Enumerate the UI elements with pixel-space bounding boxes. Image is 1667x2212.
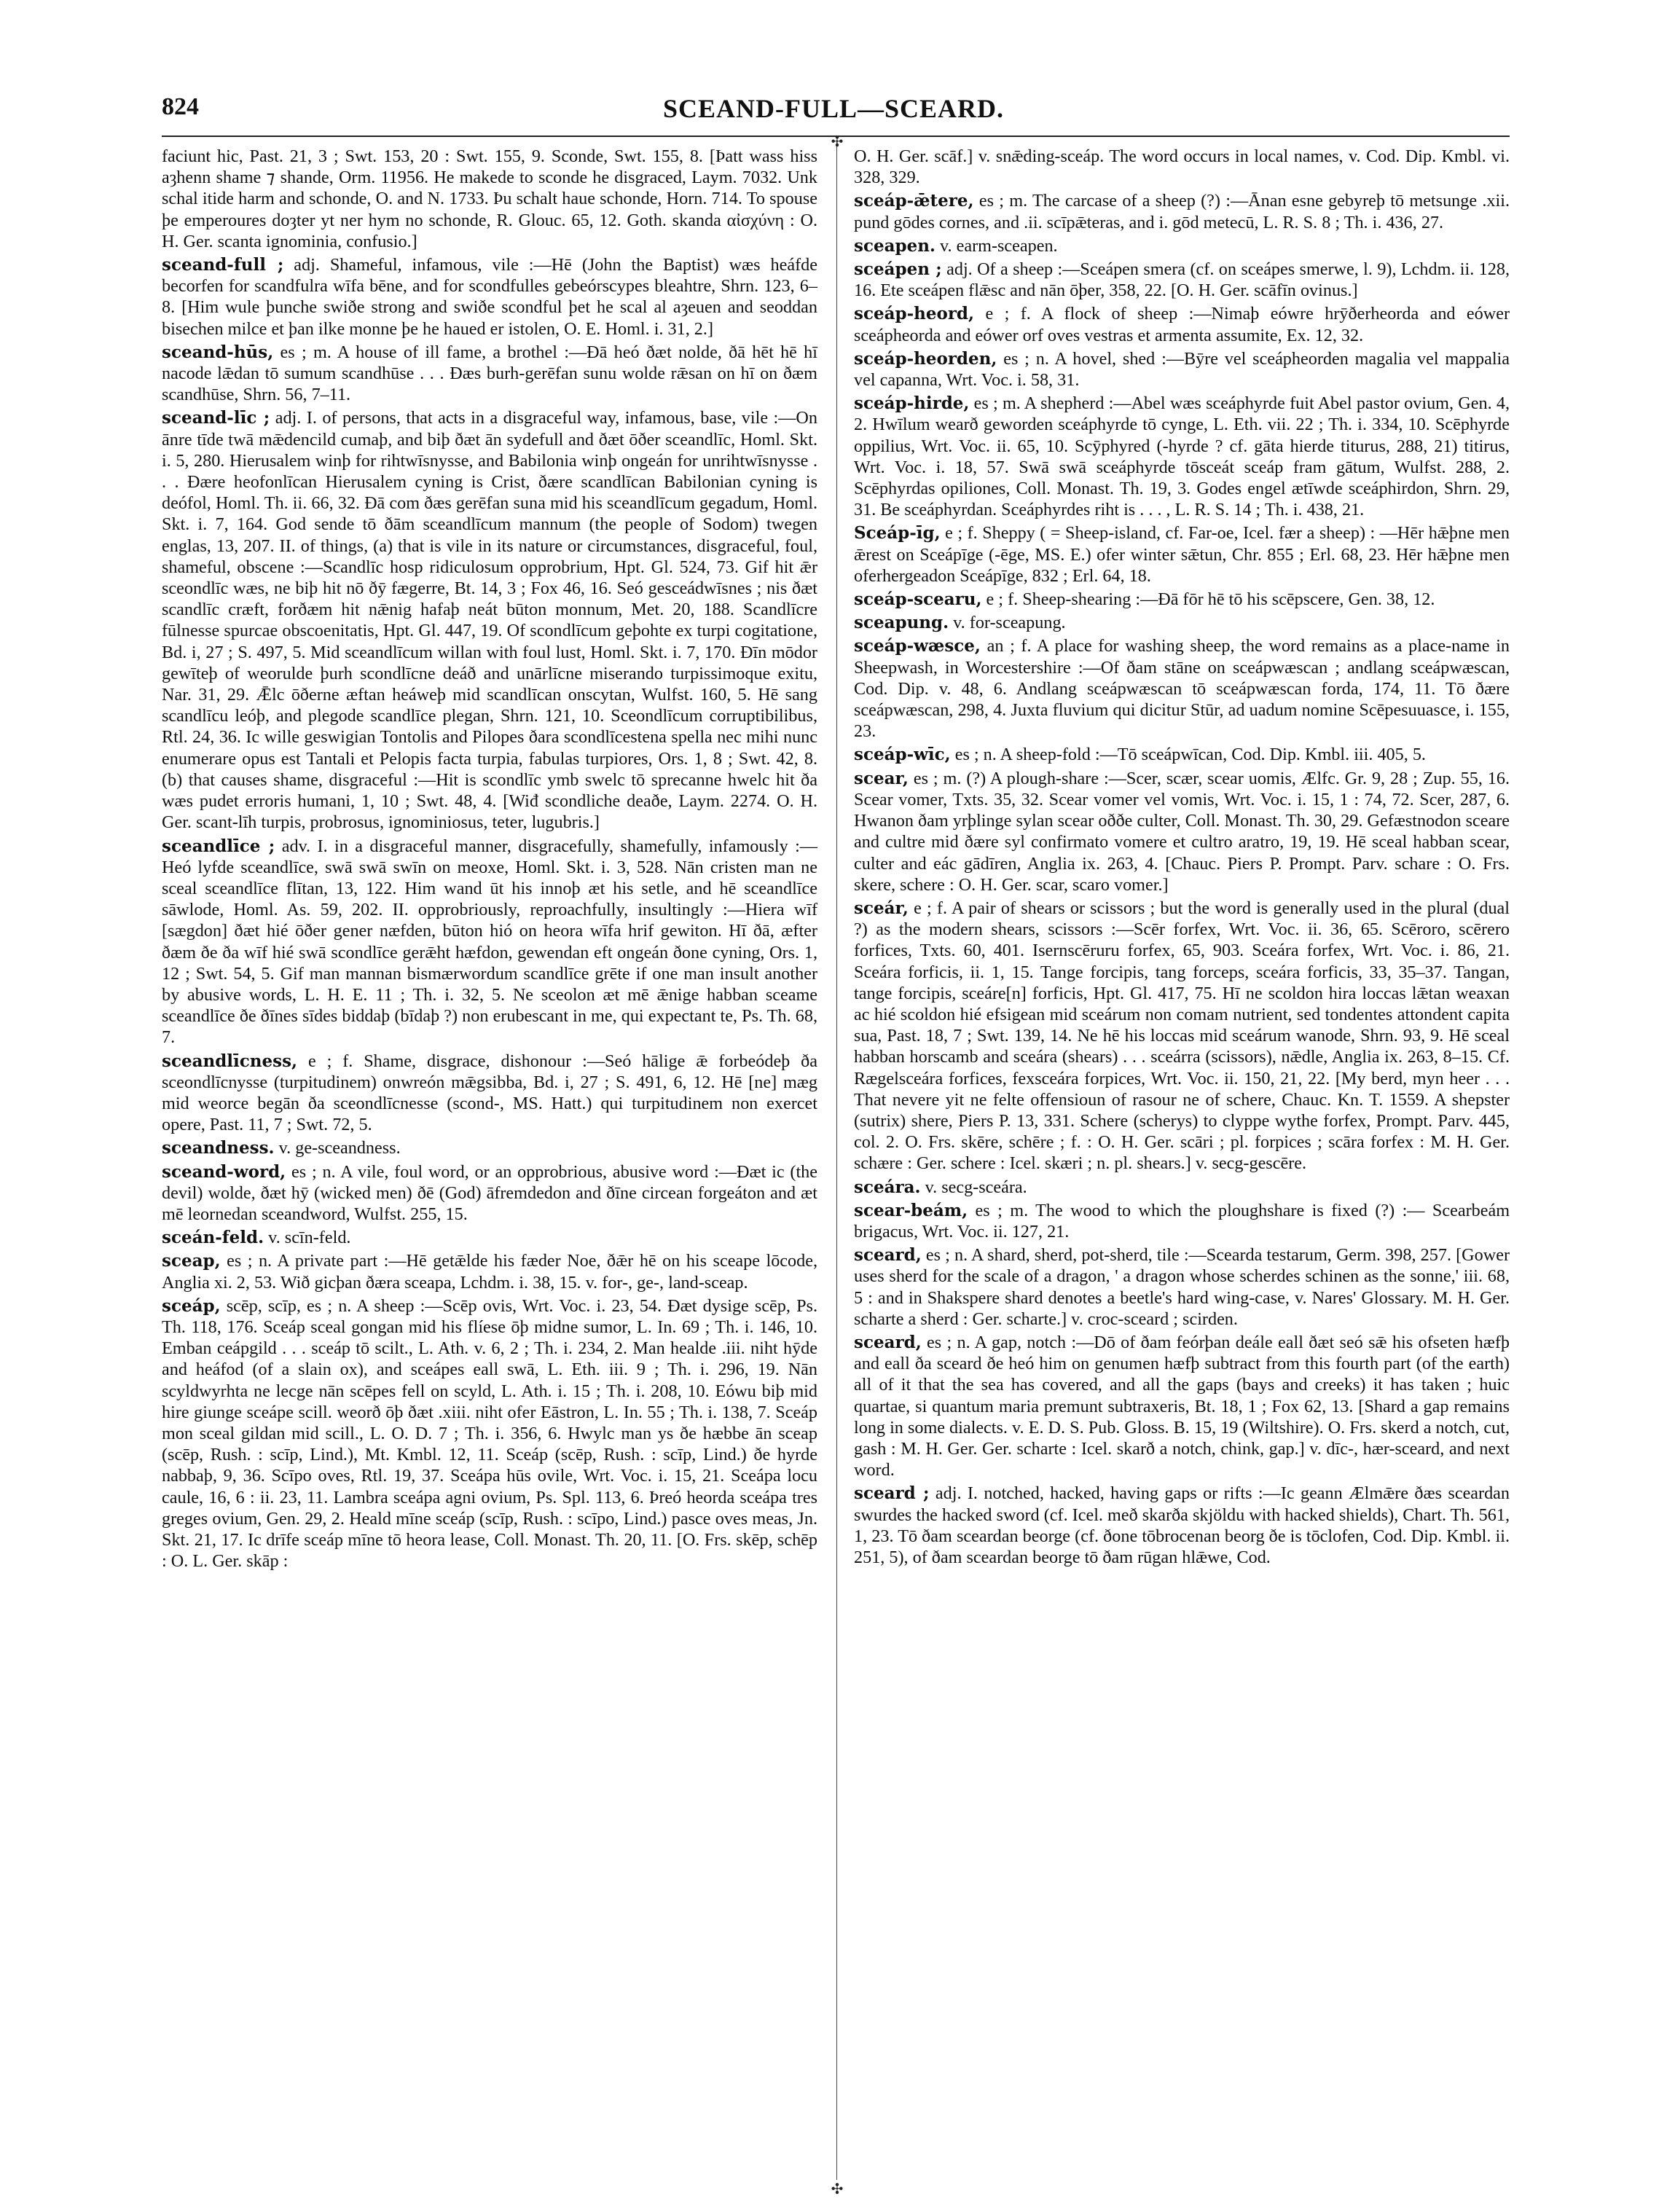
- ornament-top-icon: ✣: [831, 134, 844, 150]
- headword: scear-beám,: [854, 1200, 968, 1220]
- dictionary-entry: [854, 190, 1510, 232]
- entry-text: O. H. Ger. scāf.] v. snǣding-sceáp. The word occurs in local names, v. Cod. Dip. Kmbl. vi. 328, 329.: [854, 146, 1510, 188]
- headword: sceáp-wæsce,: [854, 636, 981, 656]
- headword: sceáp-heorden,: [854, 348, 997, 369]
- dictionary-entry: [162, 1137, 817, 1158]
- entry-text: e ; f. Sheep-shearing :—Ðā fōr hē tō his scēpscere, Gen. 38, 12.: [986, 589, 1435, 610]
- ornament-bottom-icon: ✣: [831, 2181, 844, 2197]
- entry-text: e ; f. A pair of shears or scissors ; but the word is generally used in the plural (dual ?) as the modern shears, scissors :—Scēr forfex, Wrt. Voc. ii. 36, 65. Scēroro, scērero forfices, Txts. 60, 401. Isernscēruru forfex, 65, 903. Sceára forfex, Wrt. Voc. i. 86, 21. Sceára forficis, ii. 1, 15. Tange forcipis, tang forceps, sceára forficis, 33, 35–37. Tangan, tange forcipis, sceáre[n] forficis, Hpt. Gl. 417, 75. Hī ne scoldon hira loccas lǣtan weaxan ac hié scoldon hié efsigean mid sceárum non comam nutrient, sed tondentes attondent capita sua, Past. 18, 7 ; Swt. 139, 14. Ne hē his loccas mid sceárum wanode, Shrn. 93, 9. Hē sceal habban horscamb and sceára (shears) . . . sceárra (scissors), nǣdle, Anglia ix. 263, 8–15. Cf. Rægelsceára forfices, fexsceára forpices, Wrt. Voc. ii. 150, 21, 22. [My berd, myn heer . . . That nevere yit ne felte offensioun of rasour ne of schere, Chauc. Kn. T. 1559. A shepster (sutrix) shere, Piers P. 13, 331. Schere (scherys) to clyppe wythe forfex, Prompt. Parv. 445, col. 2. O. Frs. skēre, schēre ; f. : O. H. Ger. scāri ; pl. forpices ; scāra forfex : M. H. Ger. schære : Ger. schere : Icel. skæri ; n. pl. shears.] v. secg-gescēre.: [854, 898, 1510, 1174]
- headword: sceand-full ;: [162, 255, 284, 275]
- headword: sceáp-scearu,: [854, 589, 982, 610]
- entry-text: v. secg-sceára.: [925, 1177, 1027, 1197]
- right-column: [854, 146, 1510, 1570]
- entry-text: e ; f. Shame, disgrace, dishonour :—Seó hālige ǣ forbeódeþ ða sceondlīcnysse (turpitudinem) onwreón mǣgsibba, Bd. i, 27 ; S. 491, 6, 12. Hē [ne] mæg mid weorce begān ða sceondlīcnesse (scond-, MS. Hatt.) qui turpitudinem non exercet opere, Past. 11, 7 ; Swt. 72, 5.: [162, 1051, 817, 1135]
- entry-text: adj. I. of persons, that acts in a disgraceful way, infamous, base, vile :—On ānre tīde twā mǣdencild cumaþ, and biþ ðæt ān sydefull and ðæt ōðer sceandlīc, Homl. Skt. i. 5, 280. Hierusalem winþ for rihtwīsnysse, and Babilonia winþ ongeán for unrihtwīsnysse . . . Ðære heofonlīcan Hierusalem cyning is Crist, ðære scandlīcan Babilonian cyning is deófol, Homl. Th. ii. 66, 32. Ðā com ðæs gerēfan suna mid his sceandlīcum gegadum, Homl. Skt. i. 7, 164. God sende tō ðām sceandlīcum mannum (the people of Sodom) twegen englas, 13, 207. II. of things, (a) that is vile in its nature or circumstances, disgraceful, foul, shameful, obscene :—Scandlīc hosp ridiculosum opprobrium, Hpt. Gl. 524, 73. Gif hit ǣr sceondlīc wæs, ne biþ hit nō ðȳ fægerre, Bt. 14, 3 ; Fox 46, 16. Seó gesceádwīsnes ; nis ðæt scandlīc cræft, forðæm hit nǣnig hafaþ neát būton monnum, Met. 20, 188. Scandlīcre fūlnesse spurcae obscoenitatis, Hpt. Gl. 447, 19. Of scondlīcum geþohte ex turpi cogitatione, Bd. i, 27 ; S. 497, 5. Mid sceandlīcum willan with foul lust, Homl. Skt. i. 7, 170. Ðīn mōdor gewīteþ of weoruldе þurh scondlīcne deáð and unārlīcne miserando turpissimoque exitu, Nar. 31, 29. Ǣlc ōðerne æftan heáweþ mid scandlīcan onscytan, Wulfst. 160, 5. Hē sang scandlīcu leóþ, and plegode scandlīce plegan, Shrn. 121, 10. Sceondlīcum corruptibilibus, Rtl. 24, 36. Ic wille geswigian Tontolis and Pilopes ðara scondlīcestena spella nec mihi nunc enumerare opus est Tantali et Pelopis facta turpia, fabulas turpiores, Ors. 1, 8 ; Swt. 42, 8. (b) that causes shame, disgraceful :—Hit is scondlīc ymb swelc tō sprecanne hwelc hit ða wæs pudet erroris humani, 1, 10 ; Swt. 48, 4. [Wiđ scondliche deaðe, Laym. 2274. O. H. Ger. scant-līh turpis, probrosus, ignominiosus, teter, lugubris.]: [162, 408, 817, 833]
- entry-text: e ; f. Sheppy ( = Sheep-island, cf. Far-oe, Icel. fær a sheep) : —Hēr hǣþne men ǣrest on Sceápīge (-ēge, MS. E.) ofer winter sǣtun, Chr. 855 ; Erl. 68, 23. Hēr hǣþne men oferhergeadon Sceápīge, 832 ; Erl. 64, 18.: [854, 523, 1510, 586]
- headword: sceáp-ǣtere,: [854, 191, 974, 211]
- dictionary-entry: [162, 1250, 817, 1293]
- entry-text: v. scīn-feld.: [268, 1228, 351, 1248]
- headword: sceard ;: [854, 1483, 930, 1504]
- entry-text: adj. Of a sheep :—Sceápen smera (cf. on sceápes smerwe, l. 9), Lchdm. ii. 128, 16. Ete sceápen flǣsc and nān ōþer, 358, 22. [O. H. Ger. scāfīn ovinus.]: [854, 259, 1510, 301]
- dictionary-entry: [854, 1200, 1510, 1242]
- headword: sceapen.: [854, 235, 936, 256]
- dictionary-entry: [854, 1483, 1510, 1568]
- dictionary-entry: [162, 1161, 817, 1225]
- dictionary-entry: [162, 342, 817, 406]
- dictionary-entry: [854, 235, 1510, 256]
- dictionary-entry: [854, 768, 1510, 895]
- entry-text: v. ge-sceandness.: [278, 1138, 401, 1158]
- entry-text: adj. I. notched, hacked, having gaps or rifts :—Ic geann Ælmǣre ðæs sceardan swurdes the hacked sword (cf. Icel. með skarða skjöldu with hacked shields), Chart. Th. 561, 1, 23. Tō ðam sceardan beorge (cf. ðone tōbrocenan beorg ðe is tōclofen, Cod. Dip. Kmbl. ii. 251, 5), of ðam sceardan beorge tō ðam rūgan hlǣwe, Cod.: [854, 1483, 1510, 1567]
- column-divider: [836, 140, 837, 2180]
- headword: sceandlīcness,: [162, 1051, 298, 1071]
- dictionary-entry: [854, 589, 1510, 610]
- dictionary-entry: [854, 898, 1510, 1174]
- entry-text: es ; m. A shepherd :—Abel wæs sceáphyrde fuit Abel pastor ovium, Gen. 4, 2. Hwīlum wearð geworden sceáphyrde tō cynge, L. Eth. vii. 22 ; Th. i. 334, 10. Scēphyrde oppilius, Wrt. Voc. ii. 65, 10. Scȳphyred (-hyrde ? cf. gāta hierde titurus, 288, 21) titirus, Wrt. Voc. i. 18, 57. Swā swā sceáphyrde tōsceát sceáp fram gātum, Wulfst. 288, 2. Scēphyrdas opiliones, Coll. Monast. Th. 19, 3. Godes engel ætīwde sceáphirdon, Shrn. 29, 31. Be sceáphyrdan. Sceáphyrdes riht is . . . , L. R. S. 14 ; Th. i. 438, 21.: [854, 393, 1510, 520]
- dictionary-entry: [854, 1177, 1510, 1198]
- headword: sceáp-wīc,: [854, 745, 951, 765]
- entry-text: v. for-sceapung.: [953, 613, 1066, 633]
- entry-text: scēp, scīp, es ; n. A sheep :—Scēp ovis, Wrt. Voc. i. 23, 54. Ðæt dysige scēp, Ps. Th. 118, 176. Sceáp sceal gongan mid his flíese ōþ midne sumor, L. In. 69 ; Th. i. 146, 10. Emban ceápgild . . . sceáp tō scilt., L. Ath. v. 6, 2 ; Th. i. 234, 2. Man healde .iii. niht hȳde and heáfod (of a slain ox), and sceápes eall swā, L. Eth. iii. 9 ; Th. i. 296, 19. Nān scyldwyrhta ne lecge nān scēpes fell on scyld, L. Ath. i. 15 ; Th. i. 208, 10. Eówu biþ mid hire giunge sceápe scill. weorð ōþ ðæt .xiii. niht ofer Eāstron, L. In. 55 ; Th. i. 138, 7. Sceáp mon sceal gildan mid scill., L. O. D. 7 ; Th. i. 356, 6. Hwylc man ys ðe hæbbe ān sceap (scēp, Rush. : scīp, Lind.), Mt. Kmbl. 12, 11. Sceáp (scēp, Rush. : scīp, Lind.) ðe hyrde nabbaþ, 9, 36. Scīpo oves, Rtl. 19, 37. Sceápa hūs ovile, Wrt. Voc. i. 15, 21. Sceápa locu caule, 16, 6 : ii. 23, 11. Lambra sceápa agni ovium, Ps. Spl. 113, 6. Þreó heorda sceápa tres greges ovium, Gen. 29, 2. Heald mīne sceáp (scīp, Rush. : scīpo, Lind.) pasce oves meas, Jn. Skt. 21, 17. Ic drīfe sceáp mīne tō heora lease, Coll. Monast. Th. 20, 11. [O. Frs. skēp, schēp : O. L. Ger. skāp :: [162, 1295, 817, 1572]
- headword: sceáp-heord,: [854, 304, 975, 324]
- dictionary-entry: [162, 254, 817, 340]
- dictionary-entry: [854, 1244, 1510, 1330]
- headword: sceán-feld.: [162, 1228, 264, 1248]
- headword: sceand-līc ;: [162, 408, 270, 428]
- continued-entry: [162, 146, 817, 252]
- dictionary-entry: [854, 259, 1510, 301]
- headword: sceáp,: [162, 1295, 221, 1316]
- page-number: 824: [162, 93, 199, 120]
- headword: Sceáp-īg,: [854, 523, 941, 544]
- entry-text: es ; n. A sheep-fold :—Tō sceápwīcan, Cod. Dip. Kmbl. iii. 405, 5.: [954, 745, 1426, 765]
- dictionary-entry: [162, 407, 817, 833]
- headword: sceand-word,: [162, 1161, 286, 1182]
- headword: sceard,: [854, 1245, 922, 1266]
- headword: sceap,: [162, 1251, 221, 1271]
- headword: sceára.: [854, 1177, 921, 1197]
- page-header: [0, 93, 1667, 137]
- headword: sceand-hūs,: [162, 342, 274, 362]
- headword: sceár,: [854, 898, 909, 918]
- entry-text: es ; m. A house of ill fame, a brothel :—Ðā heó ðæt nolde, ðā hēt hē hī nacode lǣdan tō sumum scandhūse . . . Ðæs burh-gerēfan sunu wolde rǣsan on hī on ðæm scandhūse, Shrn. 56, 7–11.: [162, 342, 817, 405]
- dictionary-entry: [162, 1051, 817, 1136]
- dictionary-entry: [854, 522, 1510, 587]
- headword: sceapung.: [854, 613, 949, 633]
- entry-text: es ; m. (?) A plough-share :—Scer, scær, scear uomis, Ælfc. Gr. 9, 28 ; Zup. 55, 16. Scear vomer, Txts. 35, 32. Scear vomer vel vomis, Wrt. Voc. i. 15, 1 : 74, 72. Scer, 287, 6. Hwanon ðam yrþlinge sylan scear oððe culter, Coll. Monast. Th. 30, 29. Gefæstnodon sceare and cultre mid ðære syl confirmato vomere et cultro aratro, 19, 19. Hē sceal habban scear, culter and eác gādīren, Anglia ix. 263, 4. [Chauc. Piers P. Prompt. Parv. schare : O. Frs. skere, schere : O. H. Ger. scar, scaro vomer.]: [854, 768, 1510, 895]
- entry-text: v. earm-sceapen.: [939, 235, 1058, 256]
- dictionary-entry: [854, 1332, 1510, 1480]
- headword: scear,: [854, 768, 909, 788]
- entry-text: es ; n. A hovel, shed :—Bȳre vel sceápheorden magalia vel mappalia vel capanna, Wrt. Voc. i. 58, 31.: [854, 348, 1510, 391]
- headword: sceandness.: [162, 1138, 275, 1158]
- dictionary-entry: [854, 635, 1510, 742]
- entry-text: es ; n. A shard, sherd, pot-sherd, tile :—Scearda testarum, Germ. 398, 257. [Gower uses sherd for the scale of a dragon, ' a dragon whose scherdes schinen as the sonne,' iii. 68, 5 : and in Shakspere shard denotes a beetle's hard wing-case, v. Nares' Glossary. M. H. Ger. scharte a sherd : Ger. scharte.] v. croc-sceard ; scirden.: [854, 1245, 1510, 1329]
- entry-text: adv. I. in a disgraceful manner, disgracefully, shamefully, infamously :—Heó lyfde sceandlīce, swā swā swīn on meoxe, Homl. Skt. i. 3, 528. Nān cristen man ne sceal sceandlīce flītan, 13, 122. Him wand ūt his innoþ æt his setle, and hē sceandlīce sāwlode, Homl. As. 59, 202. II. opprobriously, reproachfully, insultingly :—Hiera wīf [sægdon] ðæt hié ōðer gener næfden, būton hió on heora wīfa hrif gewiton. Hī ðā, æfter ðæm ðe ða wīf hié swā scondlīce gerǣht hæfdon, gewendan eft ongeán ðone cyning, Ors. 1, 12 ; Swt. 54, 5. Gif man mannan bismærwordum scandlīce grēte if one man insult another by abusive words, L. H. E. 11 ; Th. i. 32, 5. Ne sceolon æt mē ǣnige habban sceame sceandlīce ðe ðīnes sīdes biddaþ (bīdaþ ?) non erubescant in me, qui expectant te, Ps. Th. 68, 7.: [162, 836, 817, 1048]
- dictionary-entry: [854, 612, 1510, 633]
- dictionary-entry: [162, 836, 817, 1048]
- continued-entry: [854, 146, 1510, 188]
- headword: sceápen ;: [854, 259, 942, 280]
- dictionary-entry: [854, 303, 1510, 345]
- entry-text: es ; n. A private part :—Hē getǣlde his fæder Noe, ðǣr hē on his sceape lōcode, Anglia xi. 2, 53. Wið gicþan ðæra sceapa, Lchdm. i. 38, 15. v. for-, ge-, land-sceap.: [162, 1251, 818, 1293]
- left-column: [162, 146, 817, 1574]
- dictionary-entry: [162, 1295, 817, 1572]
- dictionary-entry: [854, 348, 1510, 391]
- headword: sceard,: [854, 1332, 922, 1352]
- headword: sceandlīce ;: [162, 836, 275, 856]
- entry-text: faciunt hic, Past. 21, 3 ; Swt. 153, 20 : Swt. 155, 9. Sconde, Swt. 155, 8. [Þatt wass hiss aȝhenn shame ⁊ shande, Orm. 11956. He makede to sconde he disgraced, Laym. 7032. Unk schal itide harm and schonde, O. and N. 1733. Þu schalt haue schonde, Horn. 714. To spouse þe emperoures doȝter yt ner hym no schonde, R. Glouc. 65, 12. Goth. skanda αἰσχύνη : O. H. Ger. scanta ignominia, confusio.]: [162, 146, 817, 251]
- headword: sceáp-hirde,: [854, 393, 970, 414]
- entry-text: es ; m. The carcase of a sheep (?) :—Ānan esne gebyreþ tō metsunge .xii. pund gōdes cornes, and .ii. scīpǣteras, and i. gōd metecū, L. R. S. 8 ; Th. i. 436, 27.: [854, 191, 1510, 232]
- entry-text: es ; m. The wood to which the ploughshare is fixed (?) :— Scearbeám brigacus, Wrt. Voc. ii. 127, 21.: [854, 1200, 1510, 1242]
- dictionary-entry: [854, 744, 1510, 765]
- dictionary-entry: [854, 393, 1510, 520]
- entry-text: e ; f. A flock of sheep :—Nimaþ eówre hrȳðerheorda and eówer sceápheorda and eówer orf oves vestras et armenta assumite, Ex. 12, 32.: [854, 304, 1510, 345]
- dictionary-entry: [162, 1227, 817, 1248]
- entry-text: es ; n. A vile, foul word, or an opprobrious, abusive word :—Ðæt ic (the devil) wolde, ðæt hȳ (wicked men) ðē (God) āfremdedon and ðīne circean forgeáton and æt mē leornedan sceandword, Wulfst. 255, 15.: [162, 1161, 817, 1224]
- entry-text: an ; f. A place for washing sheep, the word remains as a place-name in Sheepwash, in Worcestershire :—Of ðam stāne on sceápwæscan ; andlang sceápwæscan, Cod. Dip. v. 48, 6. Andlang sceápwæscan tō sceápwæscan forda, 174, 11. Tō ðære sceápwæscan, 298, 4. Juxta fluvium qui dicitur Stūr, ad uadum nomine Scēpesuuasce, i. 155, 23.: [854, 636, 1510, 742]
- entry-text: es ; n. A gap, notch :—Dō of ðam feórþan deále eall ðæt seó sǣ his ofseten hæfþ and eall ða sceard ðe heó him on genumen hæfþ subtract from this fourth part (of the earth) all of it that the sea has covered, and all the gaps (bays and creeks) it has taken ; huic quartae, si quantum maria premunt subtraxeris, Bt. 18, 1 ; Fox 62, 13. [Shard a gap remains long in some dialects. v. E. D. S. Pub. Gloss. B. 15, 19 (Wiltshire). O. Frs. skerd a notch, cut, gash : M. H. Ger. Ger. scharte : Icel. skarð a notch, chink, gap.] v. dīc-, hær-sceard, and next word.: [854, 1332, 1510, 1480]
- running-head: SCEAND-FULL—SCEARD.: [662, 94, 1005, 123]
- entry-text: adj. Shameful, infamous, vile :—Hē (John the Baptist) wæs heáfde becorfen for scandfulra wīfa bēne, and for scondfulles gebeórscypes bleahtre, Shrn. 123, 6–8. [Him wule þunche swiðe strong and swiðe scondful þet he scal al aȝeuen and seoddan bisechen milce et þan ilke monne þe he haued er istolen, O. E. Homl. i. 31, 2.]: [162, 255, 817, 339]
